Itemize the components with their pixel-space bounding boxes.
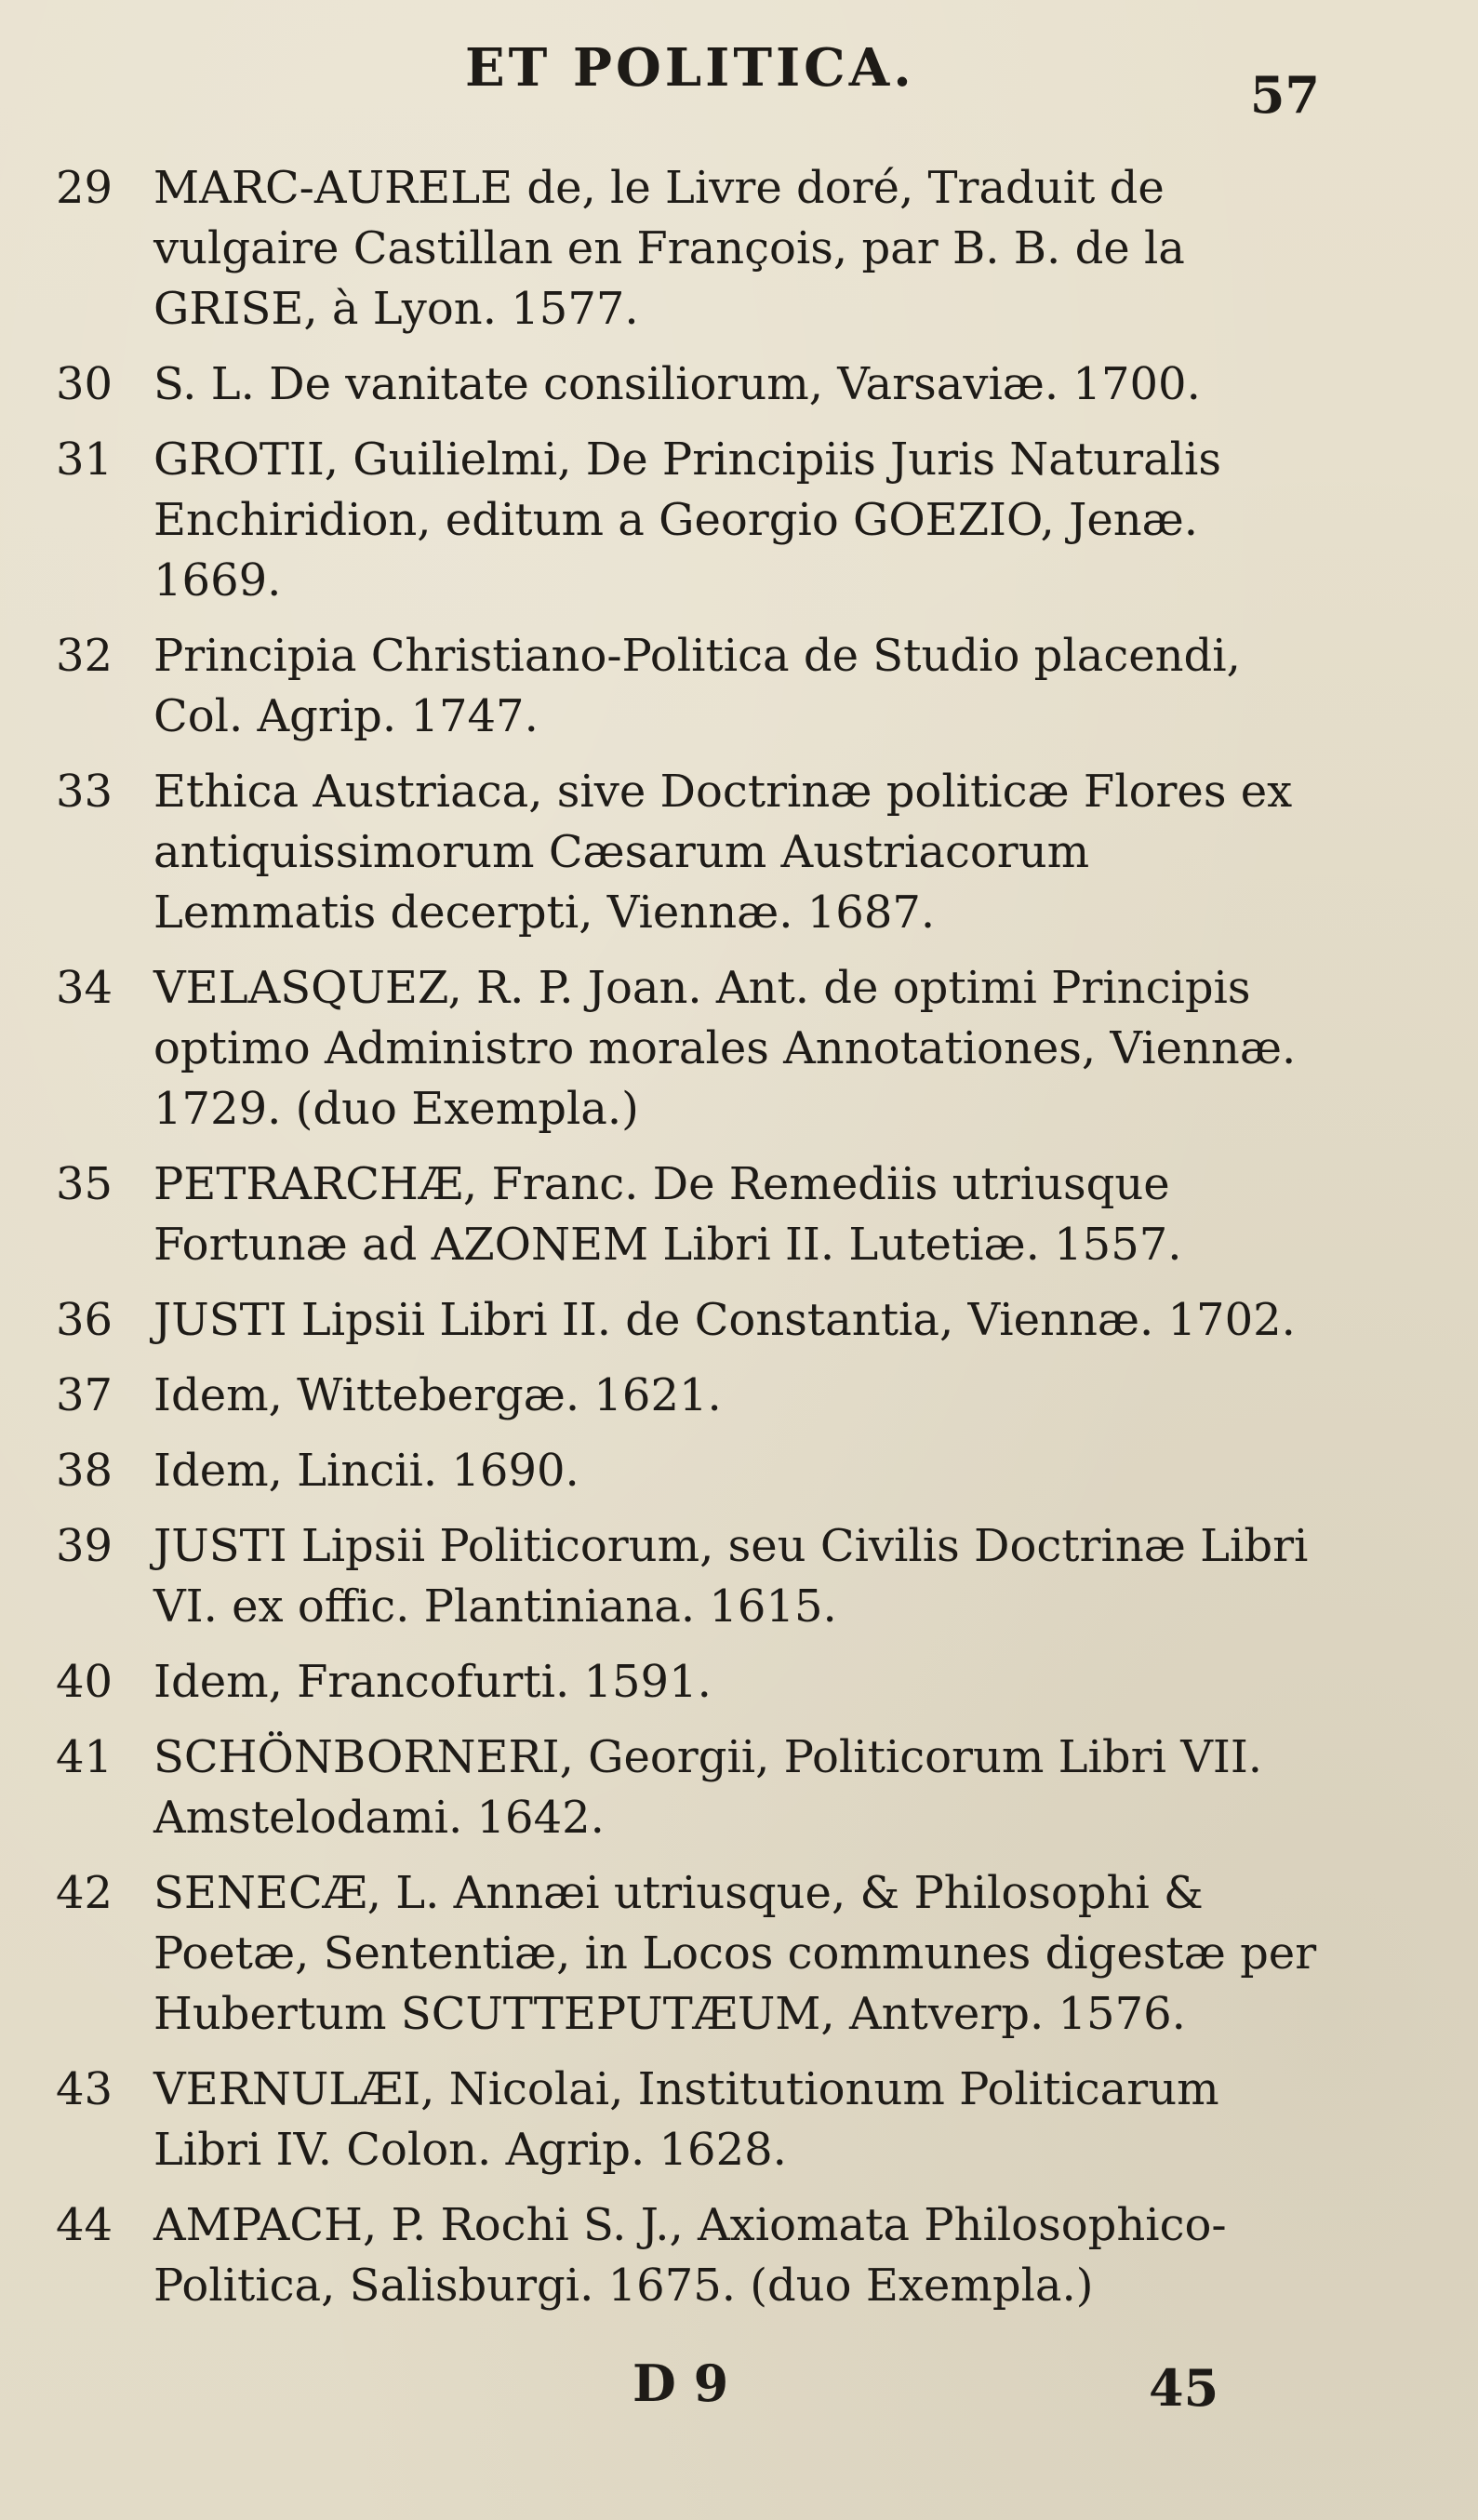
entry-number: 30 (56, 358, 113, 410)
entry-text: Idem, Wittebergæ. 1621. (153, 1369, 722, 1421)
catalogue-entries (56, 158, 1321, 2331)
entry-number: 40 (56, 1656, 113, 1708)
catalogue-entry (56, 1652, 1321, 1713)
page-number: 57 (1249, 65, 1320, 125)
entry-text: SENECÆ, L. Annæi utriusque, & Philosophi & Poetæ, Sententiæ, in Locos communes digestæ per Hubertum SCUTTEPUTÆUM, Antverp. 1576. (153, 1867, 1317, 2040)
entry-text: PETRARCHÆ, Franc. De Remediis utriusque Fortunæ ad AZONEM Libri II. Lutetiæ. 1557. (153, 1158, 1182, 1271)
catalogue-entry (56, 1290, 1321, 1351)
entry-text: SCHÖNBORNERI, Georgii, Politicorum Libri VII. Amstelodami. 1642. (153, 1731, 1263, 1844)
running-head: ET POLITICA. (465, 37, 915, 99)
signature-mark: D 9 (632, 2353, 729, 2413)
catalogue-entry (56, 430, 1321, 611)
catalogue-entry (56, 1154, 1321, 1275)
entry-number: 38 (56, 1445, 113, 1497)
entry-text: VELASQUEZ, R. P. Joan. Ant. de optimi Principis optimo Administro morales Annotationes, Viennæ. 1729. (duo Exempla.) (153, 962, 1297, 1135)
entry-number: 36 (56, 1294, 113, 1346)
entry-text: Idem, Lincii. 1690. (153, 1445, 579, 1497)
catalogue-entry (56, 1727, 1321, 1848)
catalogue-entry (56, 1516, 1321, 1637)
entry-text: JUSTI Lipsii Politicorum, seu Civilis Doctrinæ Libri VI. ex offic. Plantiniana. 1615. (153, 1520, 1309, 1633)
entry-number: 35 (56, 1158, 113, 1210)
catchword: 45 (1149, 2358, 1219, 2418)
entry-text: MARC-AURELE de, le Livre doré, Traduit de vulgaire Castillan en François, par B. B. de la GRISE, à Lyon. 1577. (153, 162, 1185, 335)
entry-number: 39 (56, 1520, 113, 1572)
entry-text: GROTII, Guilielmi, De Principiis Juris Naturalis Enchiridion, editum a Georgio GOEZIO, Jenæ. 1669. (153, 433, 1222, 607)
entry-number: 41 (56, 1731, 113, 1783)
catalogue-entry (56, 1366, 1321, 1426)
catalogue-entry (56, 2195, 1321, 2316)
entry-number: 32 (56, 630, 113, 682)
entry-number: 33 (56, 766, 113, 818)
entry-text: Ethica Austriaca, sive Doctrinæ politicæ Flores ex antiquissimorum Cæsarum Austriacorum Lemmatis decerpti, Viennæ. 1687. (153, 766, 1293, 939)
catalogue-entry (56, 1863, 1321, 2045)
entry-text: S. L. De vanitate consiliorum, Varsaviæ. 1700. (153, 358, 1201, 410)
entry-text: VERNULÆI, Nicolai, Institutionum Politicarum Libri IV. Colon. Agrip. 1628. (153, 2063, 1219, 2176)
entry-text: Principia Christiano-Politica de Studio placendi, Col. Agrip. 1747. (153, 630, 1241, 742)
entry-number: 34 (56, 962, 113, 1014)
catalogue-entry (56, 354, 1321, 415)
entry-number: 31 (56, 433, 113, 486)
catalogue-entry (56, 2060, 1321, 2180)
catalogue-entry (56, 958, 1321, 1140)
entry-number: 42 (56, 1867, 113, 1919)
entry-number: 44 (56, 2199, 113, 2251)
entry-number: 37 (56, 1369, 113, 1421)
entry-number: 43 (56, 2063, 113, 2115)
entry-text: Idem, Francofurti. 1591. (153, 1656, 712, 1708)
catalogue-entry (56, 626, 1321, 747)
entry-text: AMPACH, P. Rochi S. J., Axiomata Philosophico-Politica, Salisburgi. 1675. (duo Exempla.) (153, 2199, 1227, 2312)
catalogue-entry (56, 762, 1321, 943)
entry-text: JUSTI Lipsii Libri II. de Constantia, Viennæ. 1702. (153, 1294, 1296, 1346)
entry-number: 29 (56, 162, 113, 214)
catalogue-entry (56, 158, 1321, 340)
catalogue-entry (56, 1441, 1321, 1501)
